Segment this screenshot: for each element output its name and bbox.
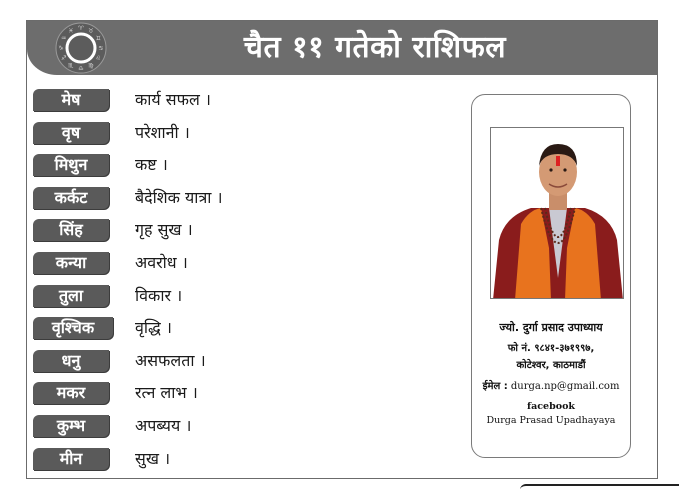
sign-prediction: सुख । — [135, 448, 171, 468]
zodiac-glyph-icon: ♒ — [61, 35, 67, 42]
astrologer-phone: फो नं. ९८४१-३७१९९७, — [507, 343, 595, 354]
zodiac-glyph-icon: ♉ — [88, 27, 94, 35]
sign-badge: वृष — [33, 122, 109, 144]
sign-badge: कर्कट — [33, 187, 109, 209]
decorative-corner-line — [520, 484, 679, 489]
zodiac-glyph-icon: ♍ — [88, 62, 94, 70]
zodiac-sign-list — [33, 87, 463, 478]
sign-badge: मिथुन — [33, 154, 109, 176]
zodiac-glyph-icon: ♌ — [95, 55, 101, 62]
sign-row — [33, 283, 463, 316]
sign-badge: मेष — [33, 89, 109, 111]
sign-row — [33, 380, 463, 413]
astrologer-name: ज्यो. दुर्गा प्रसाद उपाध्याय — [499, 321, 603, 334]
sign-badge: मीन — [33, 448, 109, 470]
sign-row — [33, 250, 463, 283]
facebook-label: facebook — [527, 401, 575, 412]
sign-row — [33, 348, 463, 381]
zodiac-wheel-icon — [55, 22, 107, 74]
sign-badge: सिंह — [33, 219, 109, 241]
sign-prediction: असफलता । — [135, 350, 206, 370]
sign-badge: वृश्चिक — [33, 317, 113, 339]
zodiac-glyph-icon: ♎ — [78, 65, 84, 72]
astrologer-card — [471, 94, 631, 458]
sign-prediction: बैदेशिक यात्रा । — [135, 187, 223, 207]
sign-row — [33, 185, 463, 218]
sign-row — [33, 152, 463, 185]
zodiac-glyph-icon: ♈ — [78, 25, 84, 32]
page-title: चैत ११ गतेको राशिफल — [243, 30, 507, 65]
sign-row — [33, 217, 463, 250]
horoscope-panel — [26, 20, 658, 479]
sign-row — [33, 315, 463, 348]
sign-prediction: अपब्यय । — [135, 415, 192, 435]
sign-badge: कन्या — [33, 252, 109, 274]
zodiac-glyph-icon: ♓ — [68, 27, 74, 35]
astrologer-email — [472, 378, 630, 392]
email-value[interactable]: durga.np@gmail.com — [510, 381, 620, 392]
header-banner — [27, 21, 657, 75]
sign-badge: तुला — [33, 285, 109, 307]
email-label: ईमेल : — [482, 381, 508, 392]
sign-prediction: कार्य सफल । — [135, 90, 211, 109]
zodiac-glyph-icon: ♋ — [98, 45, 104, 52]
zodiac-glyph-icon: ♑ — [58, 45, 64, 52]
sign-row — [33, 87, 463, 120]
sign-badge: मकर — [33, 382, 109, 404]
sign-prediction: गृह सुख । — [135, 220, 193, 240]
sign-prediction: कष्ट । — [135, 155, 168, 175]
sign-badge: कुम्भ — [33, 415, 109, 437]
astrologer-address: कोटेश्वर, काठमाडौं — [516, 360, 586, 371]
sign-prediction: वृद्धि । — [135, 318, 172, 338]
zodiac-glyph-icon: ♐ — [61, 55, 67, 62]
sign-prediction: अवरोध । — [135, 252, 188, 272]
zodiac-glyph-icon: ♊ — [95, 35, 101, 42]
facebook-name[interactable]: Durga Prasad Upadhayaya — [486, 415, 616, 426]
sign-row — [33, 446, 463, 479]
sign-row — [33, 413, 463, 446]
sign-prediction: परेशानी । — [135, 122, 190, 142]
sign-prediction: रत्न लाभ । — [135, 383, 198, 403]
sign-prediction: विकार । — [135, 285, 183, 305]
astrologer-photo — [490, 127, 624, 299]
sign-badge: धनु — [33, 350, 109, 372]
sign-row — [33, 120, 463, 153]
zodiac-glyph-icon: ♏ — [68, 62, 74, 70]
